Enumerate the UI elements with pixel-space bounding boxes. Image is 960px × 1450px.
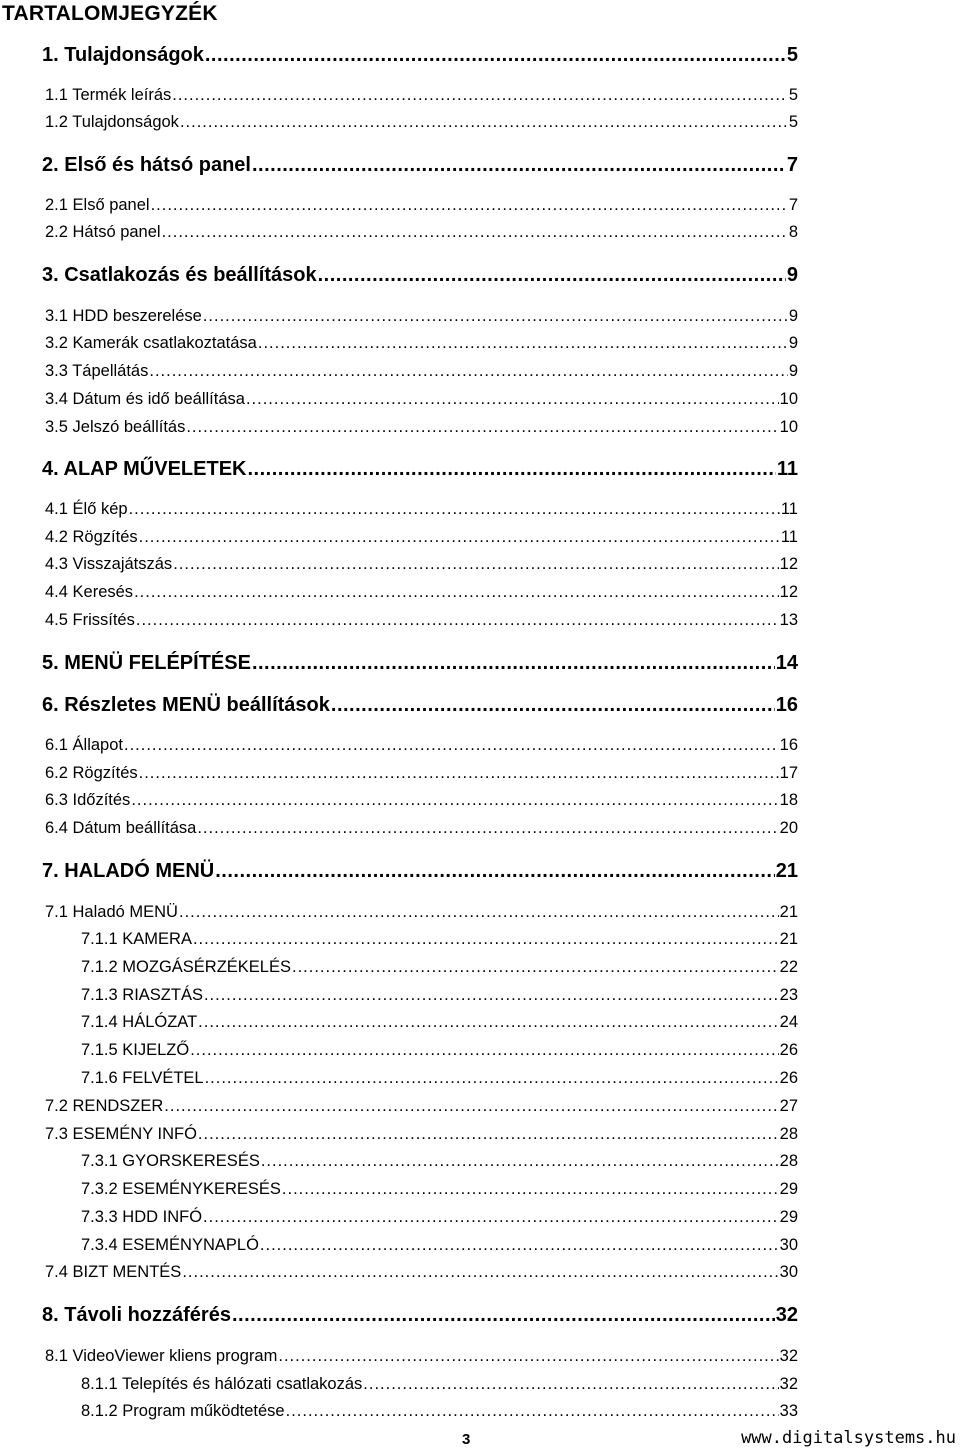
toc-entry[interactable] — [81, 1402, 798, 1421]
toc-entry-page: 5 — [788, 113, 798, 131]
toc-entry-title: 2. Első és hátsó panel — [42, 154, 251, 176]
toc-dot-leader — [186, 418, 778, 437]
toc-entry-page: 23 — [779, 986, 798, 1004]
toc-entry[interactable] — [42, 154, 798, 177]
toc-dot-leader — [134, 583, 779, 602]
toc-entry-title: 7.4 BIZT MENTÉS — [45, 1263, 182, 1281]
toc-entry-page: 26 — [779, 1041, 798, 1059]
toc-entry[interactable] — [45, 223, 798, 242]
page-title: TARTALOMJEGYZÉK — [2, 2, 218, 25]
toc-entry-page: 30 — [779, 1236, 798, 1254]
toc-entry-page: 8 — [788, 223, 798, 241]
toc-entry-page: 32 — [775, 1304, 798, 1326]
toc-dot-leader — [205, 44, 786, 67]
toc-entry[interactable] — [42, 264, 798, 287]
toc-entry-title: 7.2 RENDSZER — [45, 1097, 164, 1115]
toc-entry[interactable] — [81, 1180, 798, 1199]
toc-entry-title: 1. Tulajdonságok — [42, 44, 204, 66]
toc-dot-leader — [286, 1402, 779, 1421]
toc-entry-page: 29 — [779, 1208, 798, 1226]
toc-entry[interactable] — [42, 44, 798, 67]
toc-entry-title: 4.2 Rögzítés — [45, 528, 138, 546]
toc-entry-page: 9 — [788, 334, 798, 352]
toc-entry[interactable] — [81, 1041, 798, 1060]
toc-entry-title: 7.1.2 MOZGÁSÉRZÉKELÉS — [81, 958, 291, 976]
toc-entry[interactable] — [45, 583, 798, 602]
footer-website: www.digitalsystems.hu — [741, 1428, 956, 1448]
page-number: 3 — [462, 1431, 471, 1448]
toc-entry-page: 30 — [779, 1263, 798, 1281]
toc-entry-title: 3.5 Jelszó beállítás — [45, 418, 186, 436]
toc-entry-title: 7.1.1 KAMERA — [81, 930, 192, 948]
toc-dot-leader — [203, 1208, 779, 1227]
toc-entry-title: 2.1 Első panel — [45, 196, 150, 214]
toc-entry-page: 17 — [779, 764, 798, 782]
toc-dot-leader — [252, 154, 786, 177]
toc-entry[interactable] — [45, 1263, 798, 1282]
toc-entry-page: 5 — [786, 44, 798, 66]
toc-dot-leader — [139, 764, 779, 783]
toc-entry-page: 7 — [788, 196, 798, 214]
toc-dot-leader — [172, 86, 788, 105]
toc-entry-title: 3.3 Tápellátás — [45, 362, 149, 380]
toc-entry-page: 21 — [779, 903, 798, 921]
toc-entry-title: 8.1.1 Telepítés és hálózati csatlakozás — [81, 1375, 363, 1393]
toc-dot-leader — [252, 652, 775, 675]
toc-entry-page: 11 — [780, 500, 798, 518]
toc-dot-leader — [247, 458, 775, 481]
toc-entry-title: 7.3.3 HDD INFÓ — [81, 1208, 203, 1226]
toc-entry-page: 21 — [779, 930, 798, 948]
toc-entry-title: 4.4 Keresés — [45, 583, 134, 601]
toc-entry-title: 3.2 Kamerák csatlakoztatása — [45, 334, 257, 352]
toc-dot-leader — [198, 1013, 778, 1032]
toc-entry[interactable] — [45, 611, 798, 630]
toc-entry[interactable] — [45, 736, 798, 755]
toc-entry-page: 28 — [779, 1152, 798, 1170]
toc-entry-title: 5. MENÜ FELÉPÍTÉSE — [42, 652, 251, 674]
toc-entry-title: 8. Távoli hozzáférés — [42, 1304, 231, 1326]
toc-entry[interactable] — [45, 307, 798, 326]
toc-entry-title: 1.1 Termék leírás — [45, 86, 172, 104]
toc-entry[interactable] — [45, 500, 798, 519]
toc-entry[interactable] — [81, 1152, 798, 1171]
toc-dot-leader — [124, 736, 779, 755]
toc-dot-leader — [173, 555, 778, 574]
toc-entry-title: 4.3 Visszajátszás — [45, 555, 173, 573]
toc-entry-page: 20 — [779, 819, 798, 837]
toc-entry[interactable] — [45, 390, 798, 409]
toc-entry-page: 24 — [779, 1013, 798, 1031]
toc-entry[interactable] — [81, 1208, 798, 1227]
toc-entry-page: 28 — [779, 1125, 798, 1143]
toc-entry[interactable] — [45, 903, 798, 922]
toc-dot-leader — [197, 819, 778, 838]
toc-entry-title: 7.1 Haladó MENÜ — [45, 903, 178, 921]
toc-entry-page: 16 — [779, 736, 798, 754]
toc-entry-page: 13 — [779, 611, 798, 629]
toc-entry-title: 2.2 Hátsó panel — [45, 223, 161, 241]
toc-entry[interactable] — [42, 860, 798, 883]
toc-entry-title: 7.3.1 GYORSKERESÉS — [81, 1152, 260, 1170]
toc-entry[interactable] — [81, 1069, 798, 1088]
toc-entry-page: 9 — [786, 264, 798, 286]
toc-dot-leader — [204, 986, 779, 1005]
toc-dot-leader — [261, 1152, 779, 1171]
toc-entry[interactable] — [45, 113, 798, 132]
toc-entry-page: 9 — [788, 307, 798, 325]
toc-entry-page: 10 — [779, 390, 798, 408]
toc-entry-page: 18 — [779, 791, 798, 809]
toc-entry-title: 7.1.5 KIJELZŐ — [81, 1041, 190, 1059]
toc-entry-page: 32 — [779, 1347, 798, 1365]
toc-entry-title: 6.1 Állapot — [45, 736, 123, 754]
toc-dot-leader — [139, 528, 780, 547]
toc-entry-page: 33 — [779, 1402, 798, 1420]
toc-entry[interactable] — [42, 652, 798, 675]
toc-entry[interactable] — [45, 819, 798, 838]
toc-dot-leader — [246, 390, 779, 409]
toc-entry[interactable] — [45, 334, 798, 353]
toc-dot-leader — [282, 1180, 779, 1199]
toc-dot-leader — [331, 694, 775, 717]
toc-entry[interactable] — [45, 196, 798, 215]
toc-entry-title: 4.1 Élő kép — [45, 500, 128, 518]
toc-entry-title: 7.3.4 ESEMÉNYNAPLÓ — [81, 1236, 259, 1254]
toc-dot-leader — [180, 113, 788, 132]
toc-entry-title: 3.4 Dátum és idő beállítása — [45, 390, 245, 408]
toc-entry[interactable] — [45, 362, 798, 381]
toc-dot-leader — [260, 1236, 779, 1255]
toc-dot-leader — [232, 1304, 775, 1327]
toc-dot-leader — [292, 958, 779, 977]
toc-entry[interactable] — [81, 930, 798, 949]
toc-entry-title: 7.1.4 HÁLÓZAT — [81, 1013, 198, 1031]
toc-entry[interactable] — [45, 1347, 798, 1366]
toc-entry-page: 7 — [786, 154, 798, 176]
toc-entry-page: 14 — [775, 652, 798, 674]
toc-dot-leader — [182, 1263, 778, 1282]
toc-entry-page: 27 — [779, 1097, 798, 1115]
toc-entry[interactable] — [45, 86, 798, 105]
toc-dot-leader — [131, 791, 778, 810]
toc-dot-leader — [203, 307, 788, 326]
toc-entry-title: 3.1 HDD beszerelése — [45, 307, 202, 325]
toc-entry-title: 7.3 ESEMÉNY INFÓ — [45, 1125, 197, 1143]
toc-dot-leader — [136, 611, 779, 630]
toc-dot-leader — [278, 1347, 778, 1366]
toc-entry-page: 12 — [779, 555, 798, 573]
toc-entry[interactable] — [81, 986, 798, 1005]
toc-dot-leader — [205, 1069, 779, 1088]
toc-entry-title: 7.3.2 ESEMÉNYKERESÉS — [81, 1180, 281, 1198]
toc-entry-title: 7.1.6 FELVÉTEL — [81, 1069, 204, 1087]
toc-entry[interactable] — [81, 958, 798, 977]
toc-entry-title: 7. HALADÓ MENÜ — [42, 860, 215, 882]
toc-dot-leader — [162, 223, 788, 242]
toc-dot-leader — [193, 930, 779, 949]
toc-entry-page: 5 — [788, 86, 798, 104]
toc-dot-leader — [151, 196, 788, 215]
toc-entry-title: 6.3 Időzítés — [45, 791, 131, 809]
toc-entry-title: 1.2 Tulajdonságok — [45, 113, 179, 131]
toc-entry-page: 9 — [788, 362, 798, 380]
toc-dot-leader — [190, 1041, 778, 1060]
toc-dot-leader — [363, 1375, 778, 1394]
toc-entry-page: 11 — [776, 458, 798, 480]
toc-entry-page: 10 — [779, 418, 798, 436]
toc-entry[interactable] — [45, 528, 798, 547]
toc-entry[interactable] — [45, 764, 798, 783]
toc-entry-title: 4.5 Frissítés — [45, 611, 135, 629]
toc-entry-title: 6.4 Dátum beállítása — [45, 819, 197, 837]
toc-entry-page: 26 — [779, 1069, 798, 1087]
toc-entry-title: 3. Csatlakozás és beállítások — [42, 264, 317, 286]
toc-entry[interactable] — [81, 1236, 798, 1255]
toc-dot-leader — [149, 362, 787, 381]
toc-entry-page: 21 — [775, 860, 798, 882]
toc-dot-leader — [215, 860, 775, 883]
toc-entry-page: 12 — [779, 583, 798, 601]
toc-entry-title: 8.1.2 Program működtetése — [81, 1402, 285, 1420]
toc-entry[interactable] — [45, 1097, 798, 1116]
toc-entry-title: 8.1 VideoViewer kliens program — [45, 1347, 278, 1365]
toc-entry-title: 6. Részletes MENÜ beállítások — [42, 694, 330, 716]
toc-entry[interactable] — [45, 418, 798, 437]
toc-entry-title: 4. ALAP MŰVELETEK — [42, 458, 247, 480]
toc-entry[interactable] — [42, 1304, 798, 1327]
toc-entry[interactable] — [81, 1375, 798, 1394]
toc-entry-title: 7.1.3 RIASZTÁS — [81, 986, 203, 1004]
toc-entry-page: 11 — [780, 528, 798, 546]
toc-entry[interactable] — [45, 791, 798, 810]
toc-dot-leader — [198, 1125, 779, 1144]
toc-entry[interactable] — [42, 694, 798, 717]
toc-entry-title: 6.2 Rögzítés — [45, 764, 138, 782]
toc-dot-leader — [318, 264, 786, 287]
toc-dot-leader — [258, 334, 788, 353]
toc-dot-leader — [129, 500, 780, 519]
toc-entry-page: 16 — [775, 694, 798, 716]
toc-entry-page: 29 — [779, 1180, 798, 1198]
toc-entry[interactable] — [81, 1013, 798, 1032]
toc-entry[interactable] — [45, 1125, 798, 1144]
toc-entry-page: 32 — [779, 1375, 798, 1393]
toc-entry[interactable] — [45, 555, 798, 574]
toc-entry[interactable] — [42, 458, 798, 481]
toc-entry-page: 22 — [779, 958, 798, 976]
toc-dot-leader — [164, 1097, 778, 1116]
toc-dot-leader — [179, 903, 779, 922]
